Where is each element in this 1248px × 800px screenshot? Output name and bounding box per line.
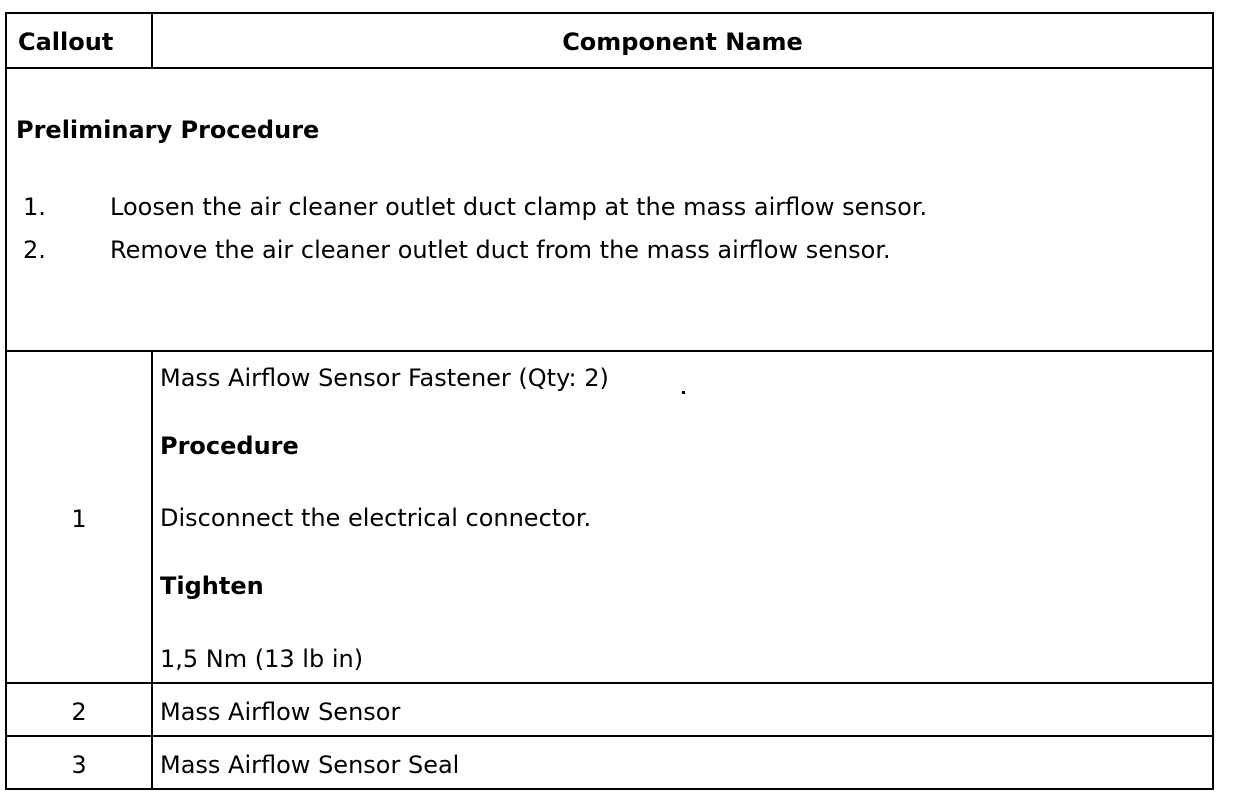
preliminary-step-2-number: 2.: [23, 236, 46, 264]
row-1-tighten-value: 1,5 Nm (13 lb in): [160, 645, 364, 673]
callout-column-header: Callout: [18, 28, 114, 56]
row-2-component-name: Mass Airflow Sensor: [160, 698, 401, 726]
preliminary-divider: [7, 350, 1212, 352]
row-1-procedure-heading: Procedure: [160, 432, 299, 460]
component-name-column-header: Component Name: [562, 28, 803, 56]
header-divider: [7, 67, 1212, 69]
row-3-callout: 3: [71, 751, 87, 779]
preliminary-step-1-text: Loosen the air cleaner outlet duct clamp at the mass airflow sensor.: [110, 193, 928, 221]
row-1-component-name: Mass Airflow Sensor Fastener (Qty: 2): [160, 364, 609, 392]
preliminary-step-2-text: Remove the air cleaner outlet duct from the mass airflow sensor.: [110, 236, 891, 264]
preliminary-step-1-number: 1.: [23, 193, 46, 221]
row-1-tighten-heading: Tighten: [160, 572, 264, 600]
row-2-callout: 2: [71, 698, 87, 726]
preliminary-procedure-heading: Preliminary Procedure: [16, 116, 320, 144]
row-1-name-dot: [682, 391, 685, 394]
row-1-procedure-text: Disconnect the electrical connector.: [160, 504, 592, 532]
component-table: [5, 12, 1214, 790]
column-divider-rows: [151, 352, 153, 788]
row-2-divider: [7, 735, 1212, 737]
row-3-component-name: Mass Airflow Sensor Seal: [160, 751, 460, 779]
row-1-divider: [7, 682, 1212, 684]
row-1-callout: 1: [71, 505, 87, 533]
